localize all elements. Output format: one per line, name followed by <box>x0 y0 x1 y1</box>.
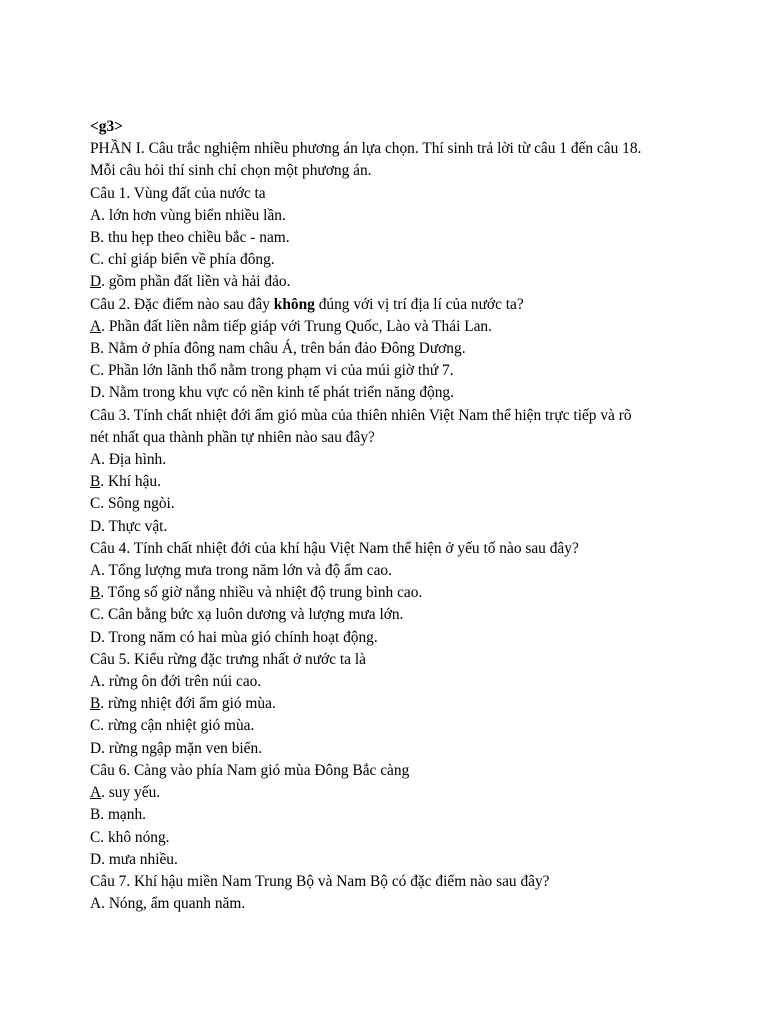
option-c <box>90 249 690 271</box>
option-b <box>90 693 690 715</box>
question-text: Câu 6. Càng vào phía Nam gió mùa Đông Bắc càng <box>90 761 410 779</box>
option-text: . Thực vật. <box>101 517 168 535</box>
option-letter: B <box>90 229 101 247</box>
option-text: . rừng ôn đới trên núi cao. <box>101 673 262 691</box>
option-text: . Nóng, ẩm quanh năm. <box>101 895 246 913</box>
option-d <box>90 382 690 404</box>
option-text: . Nằm trong khu vực có nền kinh tế phát triển năng động. <box>101 384 454 402</box>
option-letter-correct: B <box>90 695 101 713</box>
question-text-end: đúng với vị trí địa lí của nước ta? <box>314 295 524 313</box>
document-page <box>90 116 690 915</box>
option-letter: A <box>90 895 102 913</box>
option-letter: C <box>90 828 101 846</box>
question-text: Câu 7. Khí hậu miền Nam Trung Bộ và Nam Bộ có đặc điểm nào sau đây? <box>90 872 550 890</box>
option-d <box>90 627 690 649</box>
option-c <box>90 360 690 382</box>
option-b <box>90 804 690 826</box>
section-instruction-line-2: Mỗi câu hỏi thí sinh chỉ chọn một phương án. <box>90 162 372 180</box>
option-c <box>90 604 690 626</box>
option-text: . Địa hình. <box>101 451 167 469</box>
option-letter: D <box>90 628 102 646</box>
option-b <box>90 582 690 604</box>
option-letter: B <box>90 806 101 824</box>
option-letter: A <box>90 451 102 469</box>
option-b <box>90 227 690 249</box>
option-letter: C <box>90 717 101 735</box>
question-4 <box>90 538 690 649</box>
option-text: . Sông ngòi. <box>100 495 175 513</box>
question-text: Câu 1. Vùng đất của nước ta <box>90 184 266 202</box>
option-text: . rừng nhiệt đới ẩm gió mùa. <box>100 695 276 713</box>
option-text: . gồm phần đất liền và hải đảo. <box>101 273 291 291</box>
option-letter: C <box>90 606 101 624</box>
question-3 <box>90 405 690 538</box>
option-a <box>90 893 690 915</box>
option-text: . Khí hậu. <box>100 473 161 491</box>
option-text: . Nằm ở phía đông nam châu Á, trên bán đảo Đông Dương. <box>100 340 466 358</box>
option-letter: D <box>90 517 102 535</box>
question-text-line-1: Câu 3. Tính chất nhiệt đới ẩm gió mùa của thiên nhiên Việt Nam thể hiện trực tiếp và rõ <box>90 406 632 424</box>
option-letter-correct: A <box>90 317 102 335</box>
option-letter-correct: A <box>90 784 102 802</box>
option-a <box>90 449 690 471</box>
option-text: . Cân bằng bức xạ luôn dương và lượng mưa lớn. <box>100 606 404 624</box>
option-letter: B <box>90 340 101 358</box>
option-b <box>90 471 690 493</box>
option-letter: A <box>90 562 102 580</box>
option-letter: A <box>90 206 102 224</box>
option-a <box>90 205 690 227</box>
option-text: . thu hẹp theo chiều bắc - nam. <box>100 229 290 247</box>
question-6 <box>90 760 690 871</box>
question-1 <box>90 183 690 294</box>
option-b <box>90 338 690 360</box>
question-text-line-2: nét nhất qua thành phần tự nhiên nào sau đây? <box>90 428 375 446</box>
question-text-start: Câu 2. Đặc điểm nào sau đây <box>90 295 274 313</box>
option-text: . khô nóng. <box>100 828 170 846</box>
option-letter-correct: B <box>90 473 101 491</box>
option-a <box>90 560 690 582</box>
question-text: Câu 4. Tính chất nhiệt đới của khí hậu Việt Nam thể hiện ở yếu tố nào sau đây? <box>90 539 579 557</box>
option-c <box>90 827 690 849</box>
option-c <box>90 493 690 515</box>
option-letter: A <box>90 673 102 691</box>
option-text: . lớn hơn vùng biển nhiều lần. <box>101 206 286 224</box>
question-text-emphasis: không <box>273 295 315 313</box>
option-letter: D <box>90 739 102 757</box>
option-letter: D <box>90 384 102 402</box>
section-instruction-line-1: PHẦN I. Câu trắc nghiệm nhiều phương án lựa chọn. Thí sinh trả lời từ câu 1 đến câu 18. <box>90 140 642 158</box>
option-d <box>90 516 690 538</box>
option-a <box>90 316 690 338</box>
option-text: . chỉ giáp biển về phía đông. <box>100 251 275 269</box>
question-2 <box>90 294 690 405</box>
option-d <box>90 849 690 871</box>
option-d <box>90 271 690 293</box>
option-text: . rừng cận nhiệt gió mùa. <box>100 717 255 735</box>
option-text: . Tổng số giờ nắng nhiều và nhiệt độ trung bình cao. <box>100 584 423 602</box>
option-text: . Phần lớn lãnh thổ nằm trong phạm vi của múi giờ thứ 7. <box>100 362 454 380</box>
option-a <box>90 671 690 693</box>
option-letter: D <box>90 850 102 868</box>
option-letter: C <box>90 495 101 513</box>
option-letter: C <box>90 362 101 380</box>
option-letter: C <box>90 251 101 269</box>
option-c <box>90 715 690 737</box>
section-tag: <g3> <box>90 118 123 135</box>
question-5 <box>90 649 690 760</box>
option-text: . rừng ngập mặn ven biển. <box>101 739 263 757</box>
option-a <box>90 782 690 804</box>
option-text: . mưa nhiều. <box>101 850 178 868</box>
option-letter-correct: B <box>90 584 101 602</box>
option-text: . mạnh. <box>100 806 147 824</box>
question-text <box>90 294 690 316</box>
option-letter-correct: D <box>90 273 102 291</box>
option-text: . suy yếu. <box>101 784 161 802</box>
question-text: Câu 5. Kiểu rừng đặc trưng nhất ở nước ta là <box>90 650 366 668</box>
question-7 <box>90 871 690 915</box>
option-text: . Trong năm có hai mùa gió chính hoạt động. <box>101 628 378 646</box>
option-text: . Tổng lượng mưa trong năm lớn và độ ẩm cao. <box>101 562 392 580</box>
option-d <box>90 738 690 760</box>
option-text: . Phần đất liền nằm tiếp giáp với Trung Quốc, Lào và Thái Lan. <box>101 317 492 335</box>
